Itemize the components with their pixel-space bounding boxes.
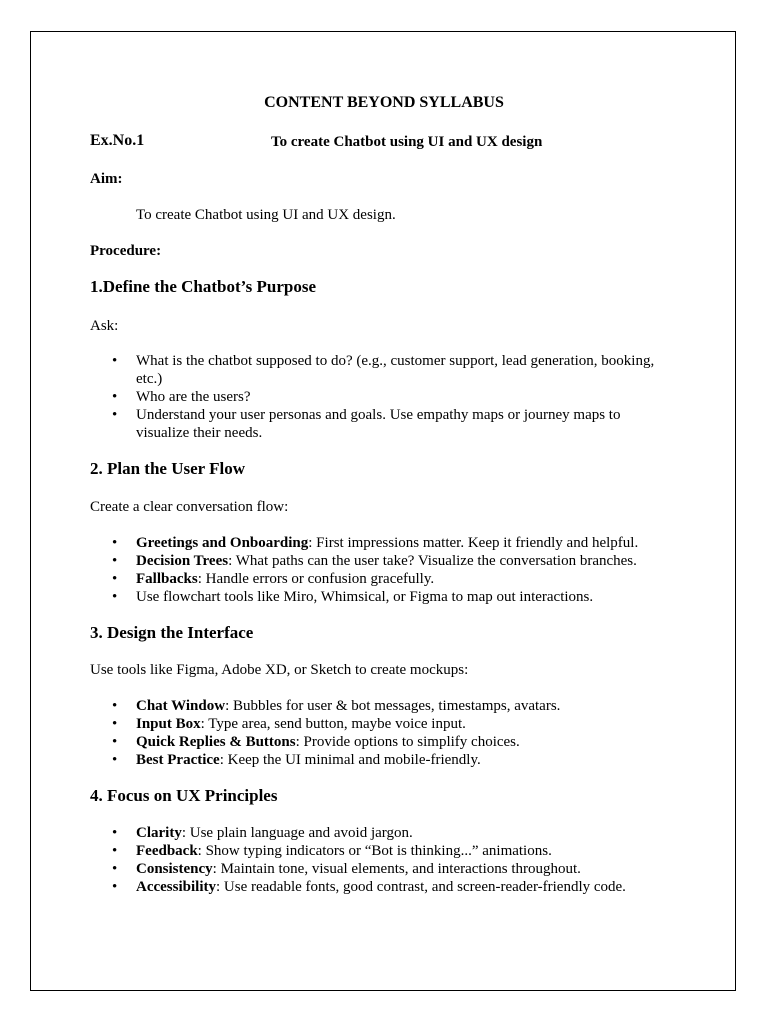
section3-intro: Use tools like Figma, Adobe XD, or Sketch to create mockups:	[90, 662, 469, 678]
exercise-number: Ex.No.1	[90, 132, 145, 149]
list-item-text: : Type area, send button, maybe voice input.	[200, 716, 466, 732]
list-item	[90, 715, 670, 733]
bullet-icon: •	[112, 553, 118, 569]
list-item	[90, 860, 670, 878]
bullet-icon: •	[112, 861, 118, 877]
list-item-term: Accessibility	[136, 879, 216, 895]
bullet-icon: •	[112, 353, 118, 369]
section1-heading: 1.Define the Chatbot’s Purpose	[90, 277, 317, 296]
bullet-icon: •	[112, 589, 118, 605]
list-item	[90, 352, 670, 388]
list-item-term: Best Practice	[136, 752, 220, 768]
list-item	[90, 534, 670, 552]
list-item-text: : Maintain tone, visual elements, and interactions throughout.	[212, 861, 581, 877]
list-item-text: : Show typing indicators or “Bot is thinking...” animations.	[197, 843, 552, 859]
list-item	[90, 570, 670, 588]
bullet-icon: •	[112, 571, 118, 587]
list-item-term: Decision Trees	[136, 553, 229, 569]
list-item-term: Consistency	[136, 861, 213, 877]
bullet-icon: •	[112, 535, 118, 551]
section2-heading: 2. Plan the User Flow	[90, 459, 246, 478]
list-item-term: Feedback	[136, 843, 198, 859]
bullet-icon: •	[112, 879, 118, 895]
list-item-text: : Use readable fonts, good contrast, and screen-reader-friendly code.	[216, 879, 626, 895]
aim-text: To create Chatbot using UI and UX design.	[136, 207, 396, 223]
section4-list	[90, 824, 670, 896]
bullet-icon: •	[112, 825, 118, 841]
bullet-icon: •	[112, 698, 118, 714]
list-item-text: : Handle errors or confusion gracefully.	[197, 571, 435, 587]
section2-list	[90, 534, 670, 606]
list-item-text: : Bubbles for user & bot messages, timestamps, avatars.	[225, 698, 561, 714]
list-item-text: : First impressions matter. Keep it friendly and helpful.	[308, 535, 639, 551]
list-item	[90, 406, 670, 442]
list-item-text: : What paths can the user take? Visualize the conversation branches.	[228, 553, 637, 569]
list-item-text: : Provide options to simplify choices.	[295, 734, 520, 750]
list-item-term: Quick Replies & Buttons	[136, 734, 296, 750]
list-item	[90, 588, 670, 606]
section3-list	[90, 697, 670, 769]
list-item	[90, 388, 670, 406]
section2-intro: Create a clear conversation flow:	[90, 499, 289, 515]
section4-heading: 4. Focus on UX Principles	[90, 786, 278, 805]
document-title: CONTENT BEYOND SYLLABUS	[264, 94, 504, 111]
aim-label: Aim:	[90, 171, 123, 187]
section3-heading: 3. Design the Interface	[90, 623, 254, 642]
list-item-term: Greetings and Onboarding	[136, 535, 309, 551]
section1-intro: Ask:	[90, 318, 119, 334]
list-item	[90, 751, 670, 769]
list-item-text: : Keep the UI minimal and mobile-friendly.	[219, 752, 481, 768]
list-item	[90, 842, 670, 860]
bullet-icon: •	[112, 752, 118, 768]
list-item-term: Clarity	[136, 825, 182, 841]
list-item	[90, 733, 670, 751]
procedure-label: Procedure:	[90, 243, 162, 259]
bullet-icon: •	[112, 389, 118, 405]
bullet-icon: •	[112, 843, 118, 859]
list-item	[90, 552, 670, 570]
bullet-icon: •	[112, 734, 118, 750]
bullet-icon: •	[112, 407, 118, 423]
exercise-name: To create Chatbot using UI and UX design	[271, 134, 543, 150]
list-item	[90, 824, 670, 842]
list-item-text: Use flowchart tools like Miro, Whimsical, or Figma to map out interactions.	[136, 589, 594, 605]
list-item	[90, 878, 670, 896]
list-item-term: Fallbacks	[136, 571, 198, 587]
list-item-text: Understand your user personas and goals. Use empathy maps or journey maps to visualize their needs.	[136, 407, 621, 441]
list-item-term: Chat Window	[136, 698, 226, 714]
bullet-icon: •	[112, 716, 118, 732]
section1-list	[90, 352, 670, 442]
list-item-term: Input Box	[136, 716, 201, 732]
list-item-text: Who are the users?	[136, 389, 251, 405]
list-item	[90, 697, 670, 715]
list-item-text: : Use plain language and avoid jargon.	[181, 825, 413, 841]
list-item-text: What is the chatbot supposed to do? (e.g., customer support, lead generation, booking, etc.)	[136, 353, 655, 387]
